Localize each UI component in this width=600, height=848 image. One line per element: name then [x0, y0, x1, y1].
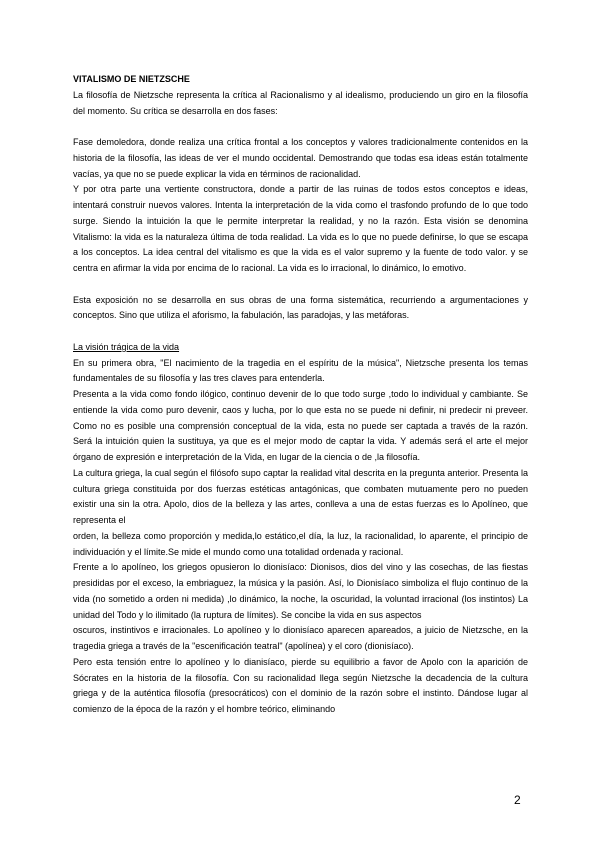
- section-paragraph: En su primera obra, "El nacimiento de la tragedia en el espíritu de la música", Nietzsche presenta los temas fundamentales de su filosofía y las tres claves para entenderla.: [73, 357, 528, 384]
- page-number: 2: [514, 793, 521, 807]
- spacer: [73, 277, 528, 293]
- section-heading: La visión trágica de la vida: [73, 341, 180, 352]
- page-content: [73, 72, 528, 718]
- section-paragraph: Presenta a la vida como fondo ilógico, continuo devenir de lo que todo surge ,todo lo individual y cambiante. Se entiende la vida como puro devenir, caos y lucha, por lo que esta no se puede ni definir, ni predecir ni preveer. Como no es posible una comprensión conceptual de la vida, esta no puede ser captada a través de la razón. Será la intuición quien la sustituya, ya que es el mejor modo de captar la vida. Y además será el arte el mejor órgano de expresión e interpretación de la Vida, en lugar de la ciencia o de ,la filosofía.: [73, 389, 528, 462]
- document-title: VITALISMO DE NIETZSCHE: [73, 74, 190, 84]
- section-paragraph: Pero esta tensión entre lo apolíneo y lo dianisíaco, pierde su equilibrio a favor de Apolo con la aparición de Sócrates en la historia de la filosofía. Con su racionalidad llega según Nietzsche la decadencia de la cultura griega y de la auténtica filosofía (presocráticos) con el dominio de la razón sobre el instinto. Dándose lugar al comienzo de la época de la razón y el hombre teórico, eliminando: [73, 656, 528, 714]
- phase-two-paragraph: Y por otra parte una vertiente constructora, donde a partir de las ruinas de todos estos conceptos e ideas, intentará construir nuevos valores. Intenta la interpretación de la vida como el trasfondo profundo de lo que todo surge. Siendo la intuición la que le permite interpretar la realidad, y no la razón. Esta visión se denomina Vitalismo: la vida es la naturaleza última de toda realidad. La vida es lo que no puede definirse, lo que se escapa a los conceptos. La idea central del vitalismo es que la vida es el valor supremo y la fuente de todo valor. y se centra en afirmar la vida por encima de lo racional. La vida es lo irracional, lo dinámico, lo emotivo.: [73, 184, 528, 273]
- phase-one-paragraph: Fase demoledora, donde realiza una crítica frontal a los conceptos y valores tradicionalmente contenidos en la historia de la filosofía, las ideas de ver el mundo occidental. Demostrando que todas esa ideas están totalmente vacías, ya que no se puede explicar la vida en términos de racionalidad.: [73, 137, 528, 179]
- spacer: [73, 324, 528, 340]
- section-paragraph: oscuros, instintivos e irracionales. Lo apolíneo y lo dionisíaco aparecen apareados, a juicio de Nietzsche, en la tragedia griega a través de la "escenificación teatral" (apolínea) y el coro (dionisíaco).: [73, 625, 528, 651]
- spacer: [73, 119, 528, 135]
- exposition-paragraph: Esta exposición no se desarrolla en sus obras de una forma sistemática, recurriendo a argumentaciones y conceptos. Sino que utiliza el aforismo, la fabulación, las paradojas, y las metáforas.: [73, 294, 528, 321]
- section-paragraph: orden, la belleza como proporción y medida,lo estático,el día, la luz, la racionalidad, lo aparente, el principio de individuación y el límite.Se mide el mundo como una totalidad ordenada y racional.: [73, 530, 528, 557]
- section-paragraph: Frente a lo apolíneo, los griegos opusieron lo dionisíaco: Dionisos, dios del vino y las cosechas, de las fiestas presididas por el exceso, la embriaguez, la música y la pasión. Así, lo Dionisíaco simboliza el flujo continuo de la vida (no sometido a orden ni medida) ,lo dinámico, la noche, la oscuridad, la voluntad irracional (los instintos) La unidad del Todo y lo ilimitado (la ruptura de límites). Se concibe la vida en sus aspectos: [73, 562, 528, 620]
- intro-paragraph: La filosofía de Nietzsche representa la crítica al Racionalismo y al idealismo, produciendo un giro en la filosofía del momento. Su crítica se desarrolla en dos fases:: [73, 89, 528, 116]
- section-paragraph: La cultura griega, la cual según el filósofo supo captar la realidad vital descrita en la pregunta anterior. Presenta la cultura griega constituida por dos fuerzas estéticas antagónicas, que combaten mutuamente pero no pueden existir una sin la otra. Apolo, dios de la belleza y las artes, conlleva a una de estas fuerzas es lo Apolíneo, que representa el: [73, 467, 528, 525]
